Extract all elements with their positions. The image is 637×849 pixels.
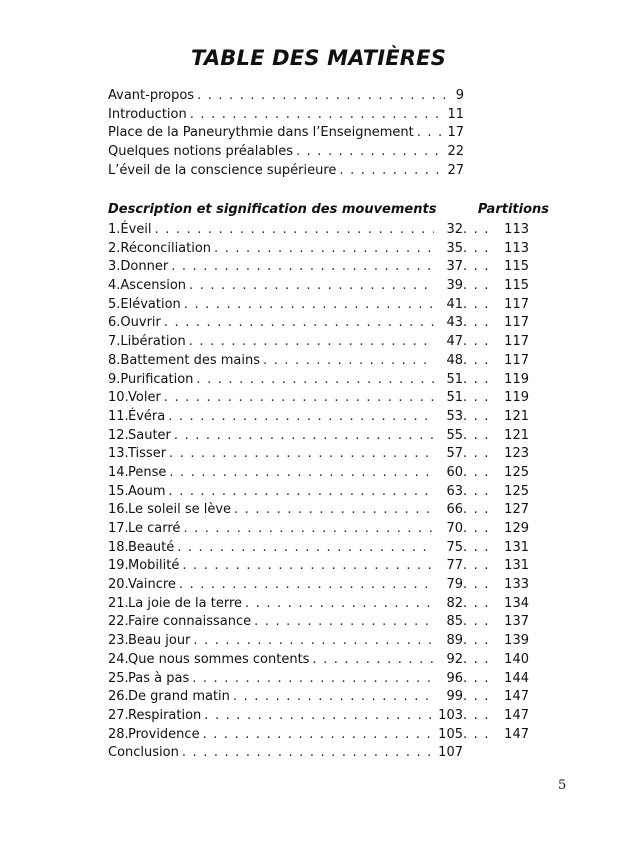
movement-number: 20. [108,577,129,593]
partition-page: 133 [504,577,529,593]
leader-dots [168,409,434,424]
partition-cell [463,446,529,461]
partition-page: 115 [504,259,529,275]
movement-label: Pense [128,464,167,480]
toc-entry-page: 9 [455,88,464,103]
partition-cell [463,708,529,723]
partition-cell [463,353,529,368]
movement-page: 96 [446,670,463,686]
movement-number: 25. [108,670,129,686]
partition-leader-dots: . . . [463,707,490,723]
entry-main [108,353,463,368]
entry-main [108,465,463,480]
movement-number: 16. [108,502,129,518]
movement-number: 2. [108,240,121,256]
toc-entry-label: L’éveil de la conscience supérieure [108,162,337,178]
movement-number: 24. [108,651,129,667]
movement-number: 28. [108,726,129,742]
partition-page: 117 [504,296,529,312]
entry-main [108,521,463,536]
partition-leader-dots: . . . [463,352,490,368]
partition-leader-dots: . . . [463,222,490,237]
partition-page: 117 [504,334,529,350]
movement-label: Réconciliation [120,240,212,256]
movement-number: 17. [108,521,129,536]
movement-entry[interactable] [108,259,528,278]
movement-label: Éveil [120,222,152,237]
movement-page: 70 [446,521,463,536]
movement-entry[interactable] [108,540,528,559]
conclusion-page: 107 [438,745,463,761]
movement-entry[interactable] [108,633,528,652]
movement-page: 85 [446,614,463,630]
movement-number: 27. [108,707,129,723]
partition-leader-dots: . . . [463,558,490,574]
partition-leader-dots: . . . [463,259,490,275]
leader-dots [155,222,434,237]
movement-entry[interactable] [108,315,528,334]
movement-number: 5. [108,296,121,312]
partition-page: 115 [504,278,529,294]
movement-page: 103 [438,707,463,723]
movement-label: Le carré [128,521,181,536]
movement-number: 1. [108,222,121,237]
movement-number: 26. [108,689,129,705]
movement-label: Évéra [128,408,166,424]
leader-dots [179,577,434,592]
movement-label: Que nous sommes contents [128,651,310,667]
entry-main [108,315,463,330]
partition-page: 147 [504,707,529,723]
partition-cell [463,558,529,573]
movement-page: 92 [446,651,463,667]
leader-dots [339,163,444,178]
movement-number: 15. [108,483,129,499]
front-matter-list [108,88,528,181]
partition-leader-dots: . . . [463,315,490,331]
movement-page: 66 [446,502,463,518]
partition-page: 131 [504,558,529,574]
partition-page: 147 [504,726,529,742]
section-heading: Description et signification des mouvements [108,202,437,217]
movement-page: 48 [446,352,463,368]
entry-main [108,708,463,723]
partition-page: 147 [504,689,529,705]
partition-leader-dots: . . . [463,577,490,593]
movement-label: Elévation [120,296,181,312]
entry-main [108,390,463,405]
toc-entry[interactable] [108,125,464,144]
entry-main [108,540,463,555]
movement-label: Donner [120,259,169,275]
movement-number: 22. [108,614,129,630]
movement-page: 89 [446,633,463,649]
movement-number: 12. [108,427,129,443]
leader-dots [196,372,434,387]
partition-leader-dots: . . . [463,427,490,443]
partition-page: 139 [504,633,529,649]
entry-main [108,409,463,424]
movement-label: Battement des mains [120,352,261,368]
partition-page: 119 [504,371,529,387]
movement-label: Faire connaissance [128,614,252,630]
page-title: TABLE DES MATIÈRES [190,46,447,70]
movement-label: De grand matin [128,689,230,705]
movement-number: 18. [108,539,129,555]
conclusion-label: Conclusion [108,745,179,761]
leader-dots [197,88,453,103]
movement-entry[interactable] [108,222,528,241]
movement-label: Sauter [128,427,171,443]
movement-entry[interactable] [108,558,528,577]
movement-number: 6. [108,315,121,331]
toc-entry-label: Quelques notions préalables [108,144,293,160]
leader-dots [164,390,434,405]
entry-main [108,446,463,461]
leader-dots [296,144,444,159]
movement-page: 77 [446,558,463,574]
partition-cell [463,222,529,237]
toc-entry-label: Avant-propos [108,88,195,103]
movement-entry[interactable] [108,577,528,596]
conclusion-entry[interactable] [108,745,528,764]
partition-leader-dots: . . . [463,371,490,387]
toc-entry[interactable] [108,144,464,163]
movement-page: 41 [446,296,463,312]
leader-dots [312,652,434,667]
partition-page: 125 [504,464,529,480]
movement-entry[interactable] [108,671,528,690]
leader-dots [233,689,434,704]
movement-page: 43 [446,315,463,331]
movement-label: Respiration [128,707,202,723]
partition-page: 134 [504,595,529,611]
movement-number: 7. [108,334,121,350]
leader-dots [254,614,434,629]
partition-page: 131 [504,539,529,555]
movement-page: 79 [446,577,463,593]
partition-cell [463,409,529,424]
partition-leader-dots: . . . [463,539,490,555]
movement-entry[interactable] [108,727,528,746]
movement-entry[interactable] [108,409,528,428]
movement-entry[interactable] [108,521,528,540]
leader-dots [192,671,434,686]
partition-leader-dots: . . . [463,390,490,406]
partition-cell [463,334,529,349]
partition-leader-dots: . . . [463,296,490,312]
movement-number: 3. [108,259,121,275]
movement-entry[interactable] [108,241,528,260]
movement-page: 35 [446,240,463,256]
partition-cell [463,633,529,648]
leader-dots [184,297,434,312]
partition-cell [463,297,529,312]
leader-dots [417,125,445,140]
movement-label: Ouvrir [120,315,161,331]
movement-number: 4. [108,278,121,294]
partition-leader-dots: . . . [463,521,490,536]
toc-entry[interactable] [108,88,464,107]
partition-cell [463,390,529,405]
partition-leader-dots: . . . [463,595,490,611]
movement-entry[interactable] [108,297,528,316]
toc-entry[interactable] [108,163,464,182]
entry-main [108,484,463,499]
partition-cell [463,315,529,330]
movement-page: 47 [446,334,463,350]
entry-main [108,633,463,648]
partition-leader-dots: . . . [463,670,490,686]
entry-main [108,577,463,592]
partition-leader-dots: . . . [463,502,490,518]
entry-main [108,689,463,704]
movement-entry[interactable] [108,446,528,465]
partition-leader-dots: . . . [463,614,490,630]
entry-main [108,297,463,312]
toc-entry-page: 27 [447,162,464,178]
movement-page: 39 [446,278,463,294]
leader-dots [182,558,434,573]
movement-page: 63 [446,483,463,499]
movement-entry[interactable] [108,278,528,297]
entry-main [108,727,463,742]
partition-cell [463,465,529,480]
toc-entry-page: 11 [447,106,464,122]
entry-main [108,259,463,274]
movement-entry[interactable] [108,484,528,503]
movement-entry[interactable] [108,428,528,447]
leader-dots [263,353,434,368]
movement-entry[interactable] [108,652,528,671]
movement-entry[interactable] [108,689,528,708]
movement-entry[interactable] [108,372,528,391]
movement-page: 55 [446,427,463,443]
toc-entry-label: Place de la Paneurythmie dans l’Enseignement [108,125,414,141]
leader-dots [193,633,434,648]
leader-dots [203,727,434,742]
movement-number: 10. [108,390,129,406]
partition-page: 117 [504,315,529,331]
movement-label: Tisser [128,446,167,462]
movement-page: 51 [446,390,463,406]
movement-label: Beau jour [128,633,191,649]
movement-number: 11. [108,408,129,424]
partition-leader-dots: . . . [463,464,490,480]
partition-leader-dots: . . . [463,408,490,424]
entry-main [108,334,463,349]
entry-main [108,614,463,629]
partition-cell [463,278,529,293]
movements-list [108,222,528,764]
movement-entry[interactable] [108,465,528,484]
movement-label: Le soleil se lève [128,502,232,518]
movement-label: Providence [128,726,200,742]
partition-cell [463,689,529,704]
movement-page: 32 [446,222,463,237]
page-number: 5 [558,778,567,793]
entry-main [108,558,463,573]
movement-label: Mobilité [128,558,180,574]
leader-dots [169,484,434,499]
partition-leader-dots: . . . [463,446,490,462]
movement-number: 21. [108,595,129,611]
partition-cell [463,484,529,499]
partition-cell [463,671,529,686]
movement-page: 99 [446,689,463,705]
entry-main [108,745,463,760]
leader-dots [182,745,434,760]
partition-leader-dots: . . . [463,633,490,649]
partition-cell [463,577,529,592]
leader-dots [190,107,445,122]
partition-leader-dots: . . . [463,240,490,256]
movement-entry[interactable] [108,708,528,727]
leader-dots [204,708,434,723]
partition-page: 140 [504,651,529,667]
partition-cell [463,652,529,667]
movement-page: 51 [446,371,463,387]
movement-label: Purification [120,371,194,387]
movement-page: 53 [446,408,463,424]
entry-main [108,222,463,237]
partition-page: 125 [504,483,529,499]
partition-page: 119 [504,390,529,406]
toc-entry-label: Introduction [108,106,187,122]
entry-main [108,278,463,293]
movement-number: 14. [108,464,129,480]
partition-cell [463,428,529,443]
partition-page: 129 [504,521,529,536]
partition-cell [463,596,529,611]
partition-page: 127 [504,502,529,518]
movement-label: Aoum [128,483,166,499]
movement-label: Pas à pas [128,670,190,686]
movement-entry[interactable] [108,614,528,633]
entry-main [108,241,463,256]
entry-main [108,372,463,387]
toc-entry[interactable] [108,107,464,126]
leader-dots [183,521,434,536]
movement-label: La joie de la terre [128,595,243,611]
partition-cell [463,521,529,536]
partition-leader-dots: . . . [463,726,490,742]
partition-leader-dots: . . . [463,689,490,705]
partition-cell [463,259,529,274]
partition-cell [463,241,529,256]
movement-entry[interactable] [108,502,528,521]
toc-entry-page: 22 [447,144,464,160]
entry-main [108,596,463,611]
partition-page: 113 [504,240,529,256]
movement-number: 8. [108,352,121,368]
movement-label: Libération [120,334,186,350]
movement-entry[interactable] [108,596,528,615]
leader-dots [174,428,434,443]
partition-cell [463,502,529,517]
movement-number: 19. [108,558,129,574]
leader-dots [234,502,434,517]
leader-dots [245,596,434,611]
partition-page: 117 [504,352,529,368]
leader-dots [177,540,434,555]
entry-main [108,671,463,686]
partition-page: 113 [504,222,529,237]
movement-entry[interactable] [108,334,528,353]
movement-label: Ascension [120,278,187,294]
partition-leader-dots: . . . [463,483,490,499]
movement-page: 105 [438,726,463,742]
partition-page: 144 [504,670,529,686]
movement-number: 23. [108,633,129,649]
partition-leader-dots: . . . [463,278,490,294]
movement-entry[interactable] [108,390,528,409]
movement-label: Beauté [128,539,175,555]
movement-label: Vaincre [128,577,176,593]
entry-main [108,652,463,667]
movement-page: 82 [446,595,463,611]
movement-number: 9. [108,371,121,387]
leader-dots [189,278,434,293]
partitions-heading: Partitions [477,202,549,217]
leader-dots [169,465,434,480]
movement-number: 13. [108,446,129,462]
partition-cell [463,540,529,555]
section-heading-row [108,202,549,217]
leader-dots [164,315,434,330]
leader-dots [171,259,434,274]
partition-page: 121 [504,408,529,424]
entry-main [108,428,463,443]
partition-page: 137 [504,614,529,630]
partition-page: 121 [504,427,529,443]
movement-page: 37 [446,259,463,275]
toc-entry-page: 17 [447,125,464,141]
leader-dots [214,241,434,256]
partition-cell [463,727,529,742]
leader-dots [189,334,434,349]
partition-leader-dots: . . . [463,651,490,667]
movement-label: Voler [128,390,161,406]
movement-page: 57 [446,446,463,462]
partition-leader-dots: . . . [463,334,490,350]
partition-cell [463,372,529,387]
leader-dots [169,446,434,461]
partition-page: 123 [504,446,529,462]
movement-entry[interactable] [108,353,528,372]
partition-cell [463,614,529,629]
movement-page: 60 [446,464,463,480]
movement-page: 75 [446,539,463,555]
entry-main [108,502,463,517]
